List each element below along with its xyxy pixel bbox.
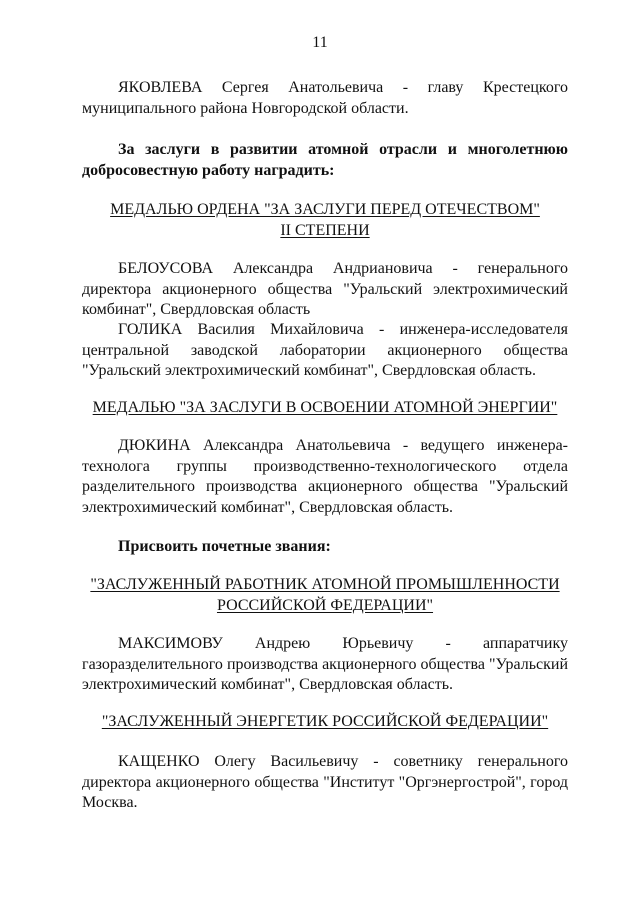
heading-honored-atomic-worker <box>82 575 568 616</box>
heading-line: МЕДАЛЬЮ ОРДЕНА "ЗА ЗАСЛУГИ ПЕРЕД ОТЕЧЕСТВОМ" <box>110 201 540 218</box>
heading-medal-atomic-energy <box>82 398 568 419</box>
award-paragraph-belousov: БЕЛОУСОВА Александра Андриановича - генерального директора акционерного общества "Уральский электрохимический комбинат", Свердловская область <box>82 260 568 318</box>
award-intro: За заслуги в развитии атомной отрасли и многолетнюю добросовестную работу наградить: <box>82 141 568 179</box>
page-number: 11 <box>312 34 328 51</box>
heading-line: "ЗАСЛУЖЕННЫЙ ЭНЕРГЕТИК РОССИЙСКОЙ ФЕДЕРАЦИИ" <box>101 713 549 730</box>
award-paragraph-yakovleva: ЯКОВЛЕВА Сергея Анатольевича - главу Крестецкого муниципального района Новгородской области. <box>82 79 568 117</box>
heading-honored-energy-worker <box>82 712 568 733</box>
award-paragraph-kashchenko: КАЩЕНКО Олегу Васильевичу - советнику генерального директора акционерного общества "Институт "Оргэнергострой", город Москва. <box>82 753 568 811</box>
heading-line: РОССИЙСКОЙ ФЕДЕРАЦИИ" <box>216 596 434 614</box>
heading-line: "ЗАСЛУЖЕННЫЙ РАБОТНИК АТОМНОЙ ПРОМЫШЛЕННОСТИ <box>90 576 560 593</box>
titles-intro: Присвоить почетные звания: <box>118 538 331 555</box>
heading-medal-order-merit <box>82 200 568 241</box>
award-paragraph-dyukin: ДЮКИНА Александра Анатольевича - ведущего инженера-технолога группы производственно-технологического отдела разделительного производства акционерного общества "Уральский электрохимический комбинат", Свердловская область. <box>82 437 568 516</box>
award-paragraph-maksimov: МАКСИМОВУ Андрею Юрьевичу - аппаратчику газоразделительного производства акционерного общества "Уральский электрохимический комбинат", Свердловская область. <box>82 635 568 693</box>
heading-line: II СТЕПЕНИ <box>280 221 370 239</box>
award-paragraph-golik: ГОЛИКА Василия Михайловича - инженера-исследователя центральной заводской лаборатории акционерного общества "Уральский электрохимический комбинат", Свердловская область. <box>82 321 568 379</box>
heading-line: МЕДАЛЬЮ "ЗА ЗАСЛУГИ В ОСВОЕНИИ АТОМНОЙ ЭНЕРГИИ" <box>92 399 558 416</box>
